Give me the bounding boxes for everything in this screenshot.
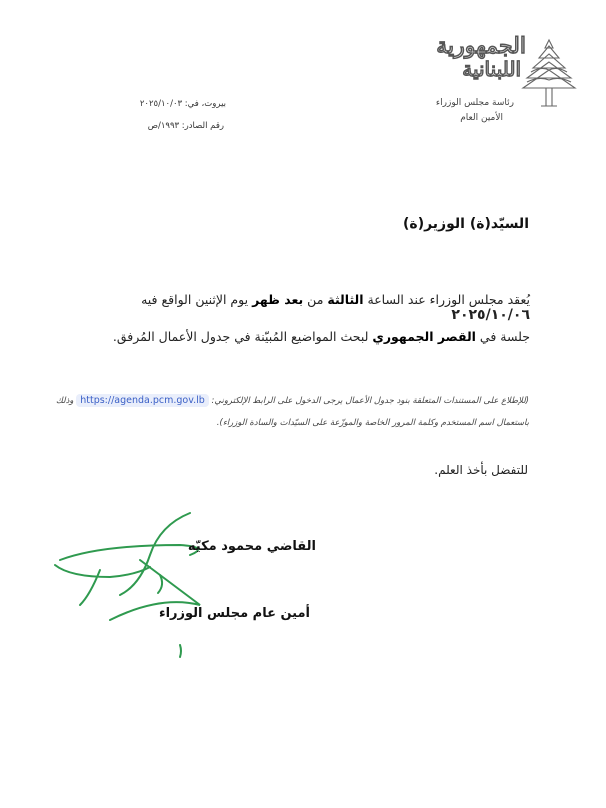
secretary-general-label: الأمين العام [460, 113, 503, 123]
note-line-2: باستعمال اسم المستخدم وكلمة المرور الخاصة والموزّعة على السيّدات والسادة الوزراء). [216, 418, 529, 428]
cedar-emblem-icon [521, 36, 577, 110]
signatory-title: أمين عام مجلس الوزراء [158, 606, 310, 621]
signatory-name: القاضي محمود مكيّه [187, 539, 316, 554]
closing-line: للتفضل بأخذ العلم. [434, 463, 528, 477]
republic-title-line2: اللبنانية [462, 57, 521, 81]
presidency-label: رئاسة مجلس الوزراء [435, 98, 514, 108]
salutation: السيّد(ة) الوزير(ة) [403, 216, 529, 232]
agenda-link[interactable]: https://agenda.pcm.gov.lb [76, 394, 209, 407]
p1-bold-hour: الثالثة [327, 292, 364, 307]
p2-bold-palace: القصر الجمهوري [372, 329, 476, 344]
handwritten-signature [40, 505, 240, 665]
note-text-b: وذلك [55, 396, 77, 406]
p1-text-c: يوم الإثنين الواقع فيه [141, 292, 253, 307]
paragraph-meeting-time [70, 292, 530, 323]
paragraph-meeting-place [70, 329, 530, 344]
reference-number: رقم الصادر: ١٩٩٣/ص [147, 121, 224, 131]
p1-bold-afternoon: بعد ظهر [252, 292, 304, 307]
note-line-1: (للإطلاع على المستندات المتعلقة بنود جدول الأعمال يرجى الدخول على الرابط الإلكتروني: https://agenda.pcm.gov.lb وذلك [55, 395, 529, 406]
p1-text-b: من [303, 292, 328, 307]
p1-text-a: يُعقد مجلس الوزراء عند الساعة [363, 292, 530, 307]
date-line: بيروت، في: ٢٠٢٥/١٠/٠٣ [139, 99, 226, 109]
meeting-date: ٢٠٢٥/١٠/٠٦ [451, 307, 530, 323]
republic-title-line1: الجمهورية [436, 33, 526, 59]
p2-text-b: لبحث المواضيع المُبيّنة في جدول الأعمال المُرفق. [112, 329, 373, 344]
p2-text-a: جلسة في [475, 329, 530, 344]
note-text-a: للإطلاع على المستندات المتعلقة بنود جدول الأعمال يرجى الدخول على الرابط الإلكتروني: [208, 396, 526, 406]
